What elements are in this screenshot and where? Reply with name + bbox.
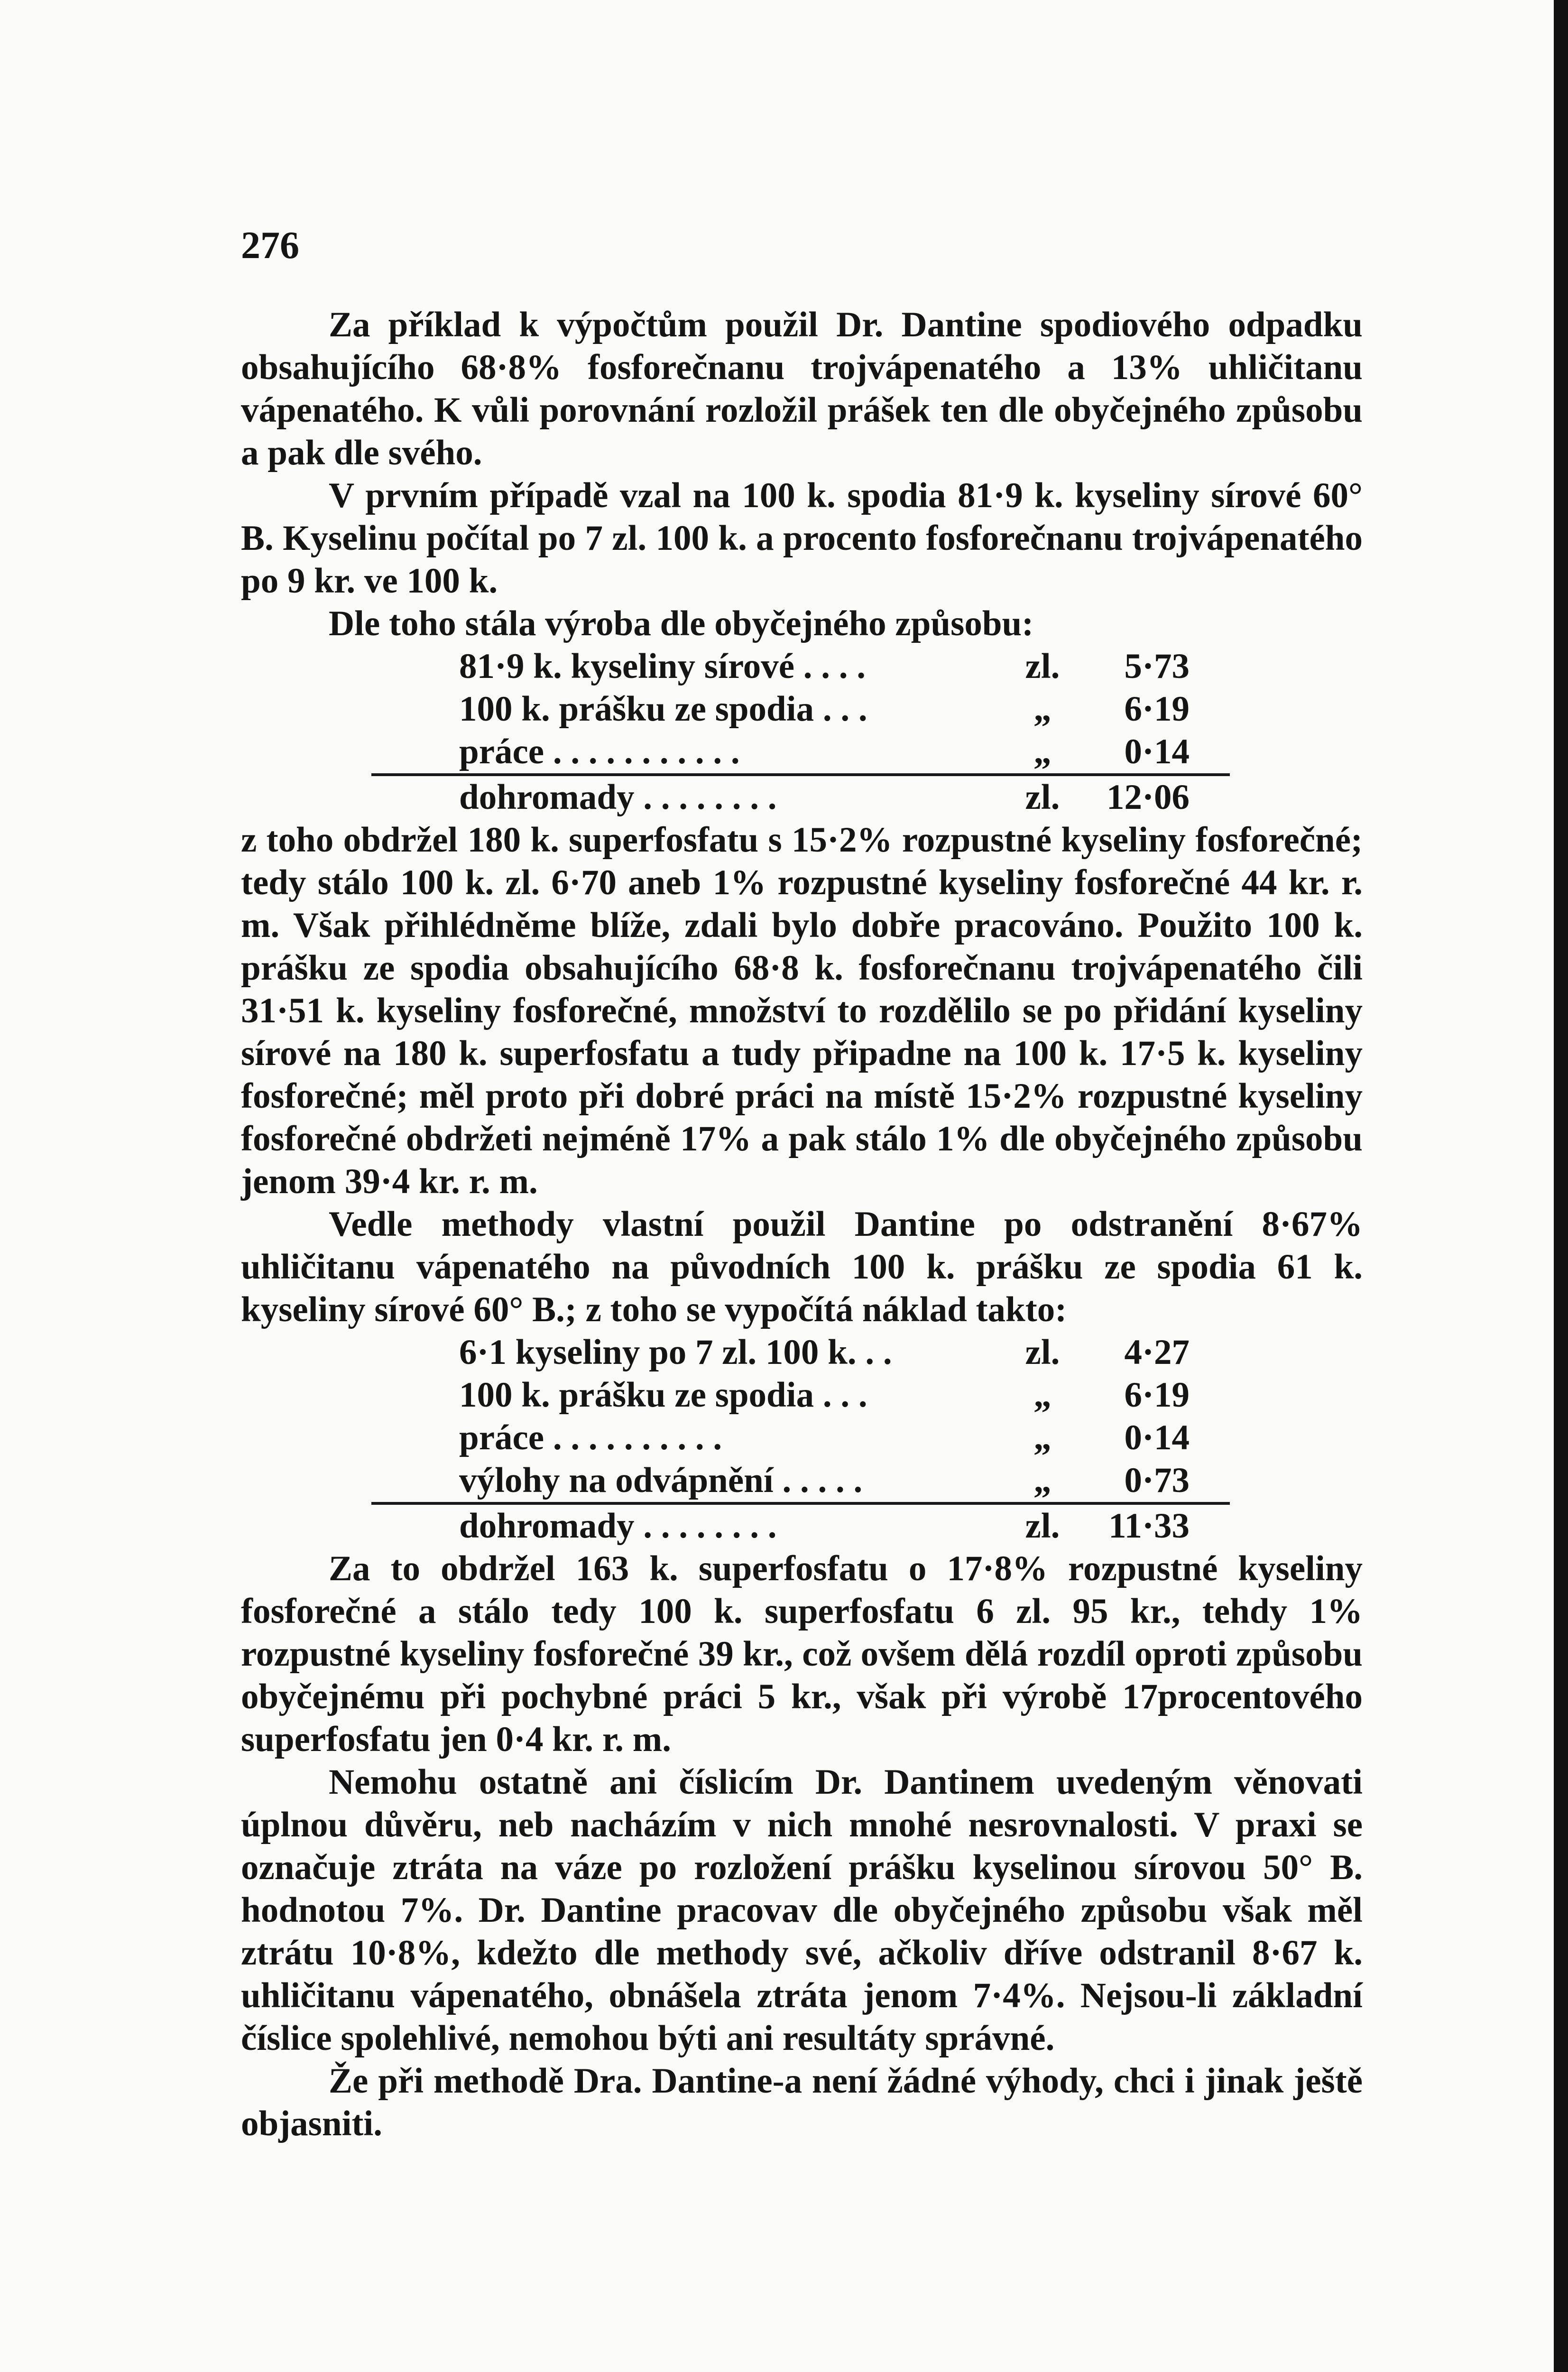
total-label: dohromady . . . . . . . . bbox=[459, 1506, 777, 1546]
total-value: 12·06 bbox=[1106, 778, 1190, 817]
table-row bbox=[459, 1459, 1190, 1502]
cost-table-ordinary-total bbox=[459, 776, 1190, 819]
total-row bbox=[459, 776, 1190, 819]
row-value: 5·73 bbox=[1124, 647, 1190, 686]
paragraph: Že při methodě Dra. Dantine-a není žádné výhody, chci i jinak ještě objasniti. bbox=[241, 2061, 1363, 2143]
row-label: práce . . . . . . . . . . . bbox=[459, 732, 740, 771]
row-value: 6·19 bbox=[1124, 1375, 1190, 1415]
total-row bbox=[459, 1505, 1190, 1547]
row-value: 6·19 bbox=[1124, 689, 1190, 729]
row-label: 100 k. prášku ze spodia . . . bbox=[459, 1375, 867, 1415]
row-label: 6·1 kyseliny po 7 zl. 100 k. . . bbox=[459, 1333, 892, 1372]
table-row bbox=[459, 1374, 1190, 1417]
row-label: 81·9 k. kyseliny sírové . . . . bbox=[459, 647, 866, 686]
row-value: 0·73 bbox=[1124, 1461, 1190, 1500]
paragraph: z toho obdržel 180 k. superfosfatu s 15·2% rozpustné kyseliny fosforečné; tedy stálo 100 k. zl. 6·70 aneb 1% rozpustné kyseliny fosforečné 44 kr. r. m. Však přihlédněme blíže, zdali bylo dobře pracováno. Použito 100 k. prášku ze spodia obsahujícího 68·8 k. fosforečnanu trojvápenatého čili 31·51 k. kyseliny fosforečné, množství to rozdělilo se po přidání kyseliny sírové na 180 k. superfosfatu a tudy připadne na 100 k. 17·5 k. kyseliny fosforečné; měl proto při dobré práci na místě 15·2% rozpustné kyseliny fosforečné obdržeti nejméně 17% a pak stálo 1% dle obyčejného způsobu jenom 39·4 kr. r. m. bbox=[241, 820, 1363, 1201]
total-unit: zl. bbox=[1025, 1506, 1060, 1546]
page-edge-shadow bbox=[1554, 0, 1568, 2372]
paragraph: Dle toho stála výroba dle obyčejného způsobu: bbox=[329, 604, 1034, 643]
table-row bbox=[459, 1331, 1190, 1374]
row-label: výlohy na odvápnění . . . . . bbox=[459, 1461, 863, 1500]
table-row bbox=[459, 731, 1190, 773]
cost-table-dantine-total bbox=[459, 1505, 1190, 1547]
paragraph: Vedle methody vlastní použil Dantine po odstranění 8·67% uhličitanu vápenatého na původních 100 k. prášku ze spodia 61 k. kyseliny sírové 60° B.; z toho se vypočítá náklad takto: bbox=[241, 1205, 1363, 1329]
total-unit: zl. bbox=[1025, 778, 1060, 817]
paragraph: Nemohu ostatně ani číslicím Dr. Dantinem uvedeným věnovati úplnou důvěru, neb nacházím v nich mnohé nesrovnalosti. V praxi se označuje ztráta na váze po rozložení prášku kyselinou sírovou 50° B. hodnotou 7%. Dr. Dantine pracovav dle obyčejného způsobu však měl ztrátu 10·8%, kdežto dle methody své, ačkoliv dříve odstranil 8·67 k. uhličitanu vápenatého, obnášela ztráta jenom 7·4%. Nejsou-li základní číslice spolehlivé, nemohou býti ani resultáty správné. bbox=[241, 1762, 1363, 2058]
total-value: 11·33 bbox=[1108, 1506, 1190, 1546]
row-value: 4·27 bbox=[1124, 1333, 1190, 1372]
total-label: dohromady . . . . . . . . bbox=[459, 778, 777, 817]
page-body bbox=[241, 304, 1363, 2145]
row-unit: „ bbox=[1033, 732, 1051, 771]
row-unit: „ bbox=[1033, 1461, 1051, 1500]
row-label: 100 k. prášku ze spodia . . . bbox=[459, 689, 867, 729]
table-row bbox=[459, 645, 1190, 688]
row-unit: „ bbox=[1033, 1418, 1051, 1457]
cost-table-ordinary bbox=[459, 645, 1190, 773]
page-number: 276 bbox=[241, 223, 299, 267]
paragraph: Za to obdržel 163 k. superfosfatu o 17·8% rozpustné kyseliny fosforečné a stálo tedy 100 k. superfosfatu 6 zl. 95 kr., tehdy 1% rozpustné kyseliny fosforečné 39 kr., což ovšem dělá rozdíl oproti způsobu obyčejnému při pochybné práci 5 kr., však při výrobě 17procentového superfosfatu jen 0·4 kr. r. m. bbox=[241, 1549, 1363, 1759]
row-unit: „ bbox=[1033, 1375, 1051, 1415]
table-row bbox=[459, 688, 1190, 731]
row-value: 0·14 bbox=[1124, 732, 1190, 771]
row-unit: zl. bbox=[1025, 1333, 1060, 1372]
row-unit: „ bbox=[1033, 689, 1051, 729]
row-label: práce . . . . . . . . . . bbox=[459, 1418, 722, 1457]
paragraph: Za příklad k výpočtům použil Dr. Dantine spodiového odpadku obsahujícího 68·8% fosforečnanu trojvápenatého a 13% uhličitanu vápenatého. K vůli porovnání rozložil prášek ten dle obyčejného způsobu a pak dle svého. bbox=[241, 305, 1363, 473]
row-value: 0·14 bbox=[1124, 1418, 1190, 1457]
table-row bbox=[459, 1417, 1190, 1459]
paragraph: V prvním případě vzal na 100 k. spodia 81·9 k. kyseliny sírové 60° B. Kyselinu počítal po 7 zl. 100 k. a procento fosforečnanu trojvápenatého po 9 kr. ve 100 k. bbox=[241, 476, 1363, 601]
cost-table-dantine bbox=[459, 1331, 1190, 1502]
row-unit: zl. bbox=[1025, 647, 1060, 686]
